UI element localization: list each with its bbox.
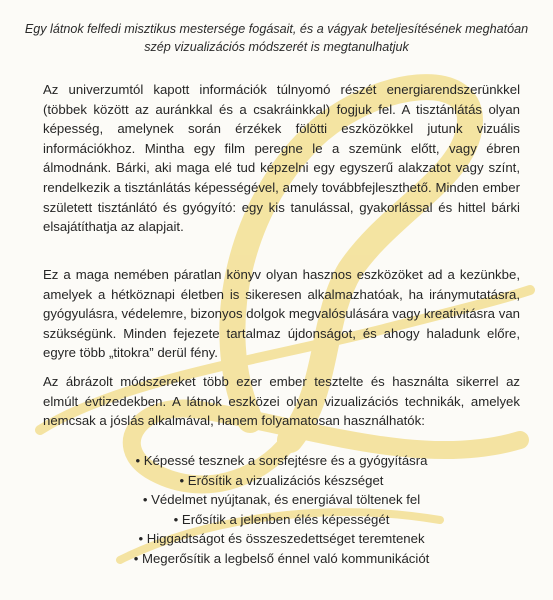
paragraph-1: Az univerzumtól kapott információk túlnyomó részét energiarendszerünkkel (többek között az auránkkal és a csakráinkkal) fogjuk fel. A tisztánlátás olyan képesség, amelynek során érzékek fölötti eszközökkel jutunk vizuális információkhoz. Mintha egy film peregne le a szemünk előtt, vagy ébren álmodnánk. Bárki, aki maga elé tud képzelni egy egyszerű alakzatot vagy színt, rendelkezik a tisztánlátás képességével, amely továbbfejleszthető. Minden ember született tisztánlátó és gyógyító: egy kis tanulással, gyakorlással és hittel bárki elsajátíthatja az alapjait. [43, 82, 520, 235]
list-item: • Képessé tesznek a sorsfejtésre és a gyógyításra [43, 451, 520, 471]
list-item: • Higgadtságot és összeszedettséget teremtenek [43, 529, 520, 549]
list-item: • Védelmet nyújtanak, és energiával töltenek fel [43, 490, 520, 510]
list-item: • Megerősítik a legbelső énnel való kommunikációt [43, 549, 520, 569]
benefit-list [43, 451, 520, 568]
intro-text: Egy látnok felfedi misztikus mestersége fogásait, és a vágyak beteljesítésének meghatóan szép vizualizációs módszerét is megtanulhatjuk [24, 22, 529, 54]
paragraph-2: Ez a maga nemében páratlan könyv olyan hasznos eszközöket ad a kezünkbe, amelyek a hétköznapi életben is sikeresen alkalmazhatóak, ha iránymutatásra, gyógyulásra, védelemre, bizonyos dolgok megvalósulására vagy kreativitásra van szükségünk. Minden fejezete tartalmaz újdonságot, és ahogy haladunk előre, egyre több „titokra” derül fény. [43, 267, 520, 361]
list-item: • Erősítik a jelenben élés képességét [43, 510, 520, 530]
list-item: • Erősítik a vizualizációs készséget [43, 471, 520, 491]
paragraph-3: Az ábrázolt módszereket több ezer ember tesztelte és használta sikerrel az elmúlt évtizedekben. A látnok eszközei olyan vizualizációs technikák, amelyek nemcsak a jóslás alkalmával, hanem folyamatosan használhatók: [43, 374, 520, 429]
